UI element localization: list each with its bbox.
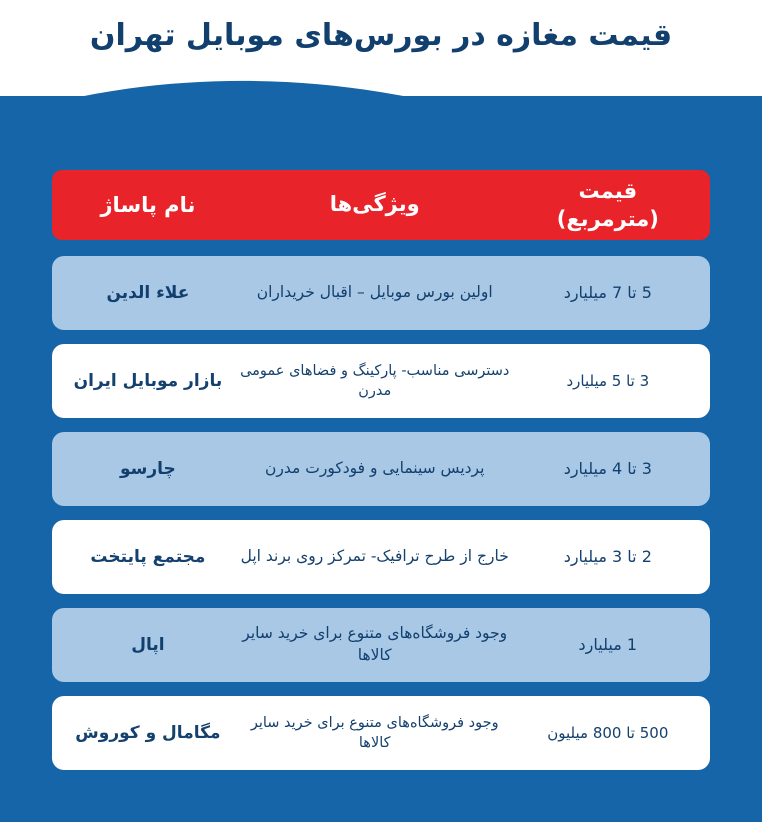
table-row [52, 608, 710, 682]
cell-price: 3 تا 4 میلیارد [563, 459, 652, 479]
price-table [0, 170, 762, 784]
cell-features: پردیس سینمایی و فودکورت مدرن [265, 459, 485, 478]
cell-name: علاء الدین [106, 283, 190, 303]
cell-price: 500 تا 800 میلیون [547, 723, 669, 742]
column-header-features: ویژگی‌ها [329, 192, 420, 217]
table-row [52, 344, 710, 418]
cell-name: اپال [131, 635, 165, 655]
cell-name: مجتمع پایتخت [90, 547, 206, 567]
cell-name: بازار موبایل ایران [73, 371, 223, 391]
column-header-name: نام پاساژ [100, 193, 196, 217]
cell-features: اولین بورس موبایل – اقبال خریداران [256, 283, 493, 302]
cell-price: 5 تا 7 میلیارد [563, 283, 652, 303]
table-row [52, 696, 710, 770]
cell-price: 1 میلیارد [578, 635, 638, 655]
cell-name: مگامال و کوروش [75, 723, 221, 743]
table-header-row [52, 170, 710, 240]
page-header [0, 0, 762, 160]
cell-price: 2 تا 3 میلیارد [563, 547, 652, 567]
cell-name: چارسو [120, 459, 176, 479]
table-row [52, 256, 710, 330]
column-header-price: قیمت (مترمربع) [556, 178, 659, 231]
cell-features: دسترسی مناسب- پارکینگ و فضاهای عمومی مدرن [240, 362, 510, 399]
table-row [52, 520, 710, 594]
cell-features: وجود فروشگاه‌های متنوع برای خرید سایر کالاها [250, 714, 499, 751]
cell-features: وجود فروشگاه‌های متنوع برای خرید سایر کالاها [242, 624, 508, 664]
cell-price: 3 تا 5 میلیارد [566, 371, 650, 390]
page-title: قیمت مغازه در بورس‌های موبایل تهران [89, 18, 673, 53]
table-row [52, 432, 710, 506]
cell-features: خارج از طرح ترافیک- تمرکز روی برند اپل [240, 547, 509, 566]
